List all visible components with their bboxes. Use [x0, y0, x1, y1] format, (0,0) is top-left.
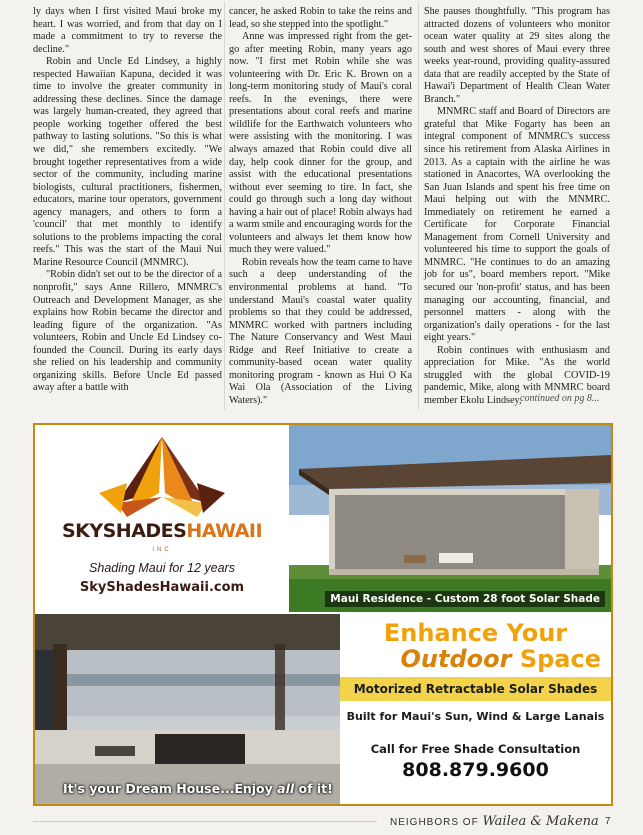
caption-text-end: of it! [294, 781, 333, 796]
house-image [289, 425, 611, 612]
product-band: Motorized Retractable Solar Shades [340, 677, 611, 701]
consultation-label: Call for Free Shade Consultation [370, 742, 581, 756]
magazine-name [390, 814, 599, 829]
article-paragraph: Robin reveals how the team came to have such a deep understanding of the environmental problems at hand. "To understand Maui's coastal water quality problems so that they could be addressed, MNMRC worked with partners including The Nature Conservancy and West Maui Ridge and Reef Initiative to create a community-based ocean water quality monitoring program - known as Hui O Ka Wai Ola (Association of the Living Waters)." [229, 256, 413, 406]
brand-inc: INC [152, 547, 172, 553]
magazine-script: Wailea & Makena [482, 814, 599, 829]
brand-block [35, 425, 289, 612]
column-divider [224, 2, 225, 410]
headline-rest: Space [511, 645, 601, 673]
dream-house-caption [63, 781, 333, 796]
lanai-image [35, 614, 340, 804]
dream-house-photo [35, 614, 340, 804]
page-number: 7 [605, 816, 611, 827]
continued-note: continued on pg 8... [520, 393, 600, 404]
brand-tagline: Shading Maui for 12 years [89, 561, 235, 575]
headline-line-1: Enhance Your [383, 619, 568, 647]
article-paragraph: MNMRC staff and Board of Directors are grateful that Mike Fogarty has been an integral component of MNMRC's success since his retirement from Alaska Airlines in 2013. As a captain with the airline he was stationed in Anacortes, WA overlooking the San Juan Islands and spent his free time on Maui helping out with the MNMRC. Immediately on retirement he earned a Certificate for Corporate Financial Management from Cornell University and volunteered his time to support the goals of MNMRC. "He continues to do an amazing job for us", board members report. "Mike secured our 'non-profit' status, and has been managing our accounting, financial, and personnel matters - along with the organization's daily operations - for the last eight years." [424, 106, 610, 344]
caption-text: It's your Dream House...Enjoy [63, 781, 278, 796]
article-paragraph: cancer, he asked Robin to take the reins and lead, so she stepped into the spotlight." [229, 6, 412, 30]
article-paragraph: "Robin didn't set out to be the director of a nonprofit," says Anne Rillero, MNMRC's Outreach and Development Manager, as she explains how Robin became the director and leading figure of the organization. "As volunteers, Robin and Uncle Ed Lindsey co-founded the Council. During its early days she relied on his leadership and community organizing skills. Before Uncle Ed passed away after a battle with [33, 269, 222, 394]
article-paragraph: ly days when I first visited Maui broke my heart. I was worried, and from that day on I made a commitment to try to reverse the decline." [33, 6, 222, 55]
phone-number[interactable]: 808.879.9600 [402, 759, 549, 781]
brand-name-accent: HAWAII [186, 520, 263, 542]
ad-headline [340, 620, 611, 672]
article-paragraph: Anne was impressed right from the get-go after meeting Robin, many years ago now. "I first met Robin while she was volunteering with Dr. Eric K. Brown on a long-term monitoring study of Maui's coral reefs. In the evenings, there were presentations about coral reefs and marine wildlife for the Earthwatch volunteers who were assisting with the monitoring. I was always amazed that Robin could dive all day, help cook dinner for the group, and assist with the educational presentations without ever seeming to tire. In fact, she could go through such a long day without having a hair out of place! Robin always had a warm smile and encouraging words for the volunteers and always let them know how much they were valued." [229, 31, 412, 256]
sail-logo-icon [97, 433, 227, 519]
caption-emphasis: all [277, 781, 295, 796]
headline-line-2 [340, 646, 611, 672]
headline-emphasis: Outdoor [400, 645, 512, 673]
article-paragraph: Robin continues with enthusiasm and appreciation for Mike. "As the world struggled with the global COVID-19 pandemic, Mike, along with MNMRC board member Ekolu Lindsey, [424, 344, 610, 406]
article-paragraph: She pauses thoughtfully. "This program has attracted dozens of volunteers who monitor ocean water quality at 29 sites along the south and west shores of Maui every three weeks year-round, providing quality-assured data that are readily accepted by the State of Hawai'i Department of Health Clean Water Branch." [424, 6, 610, 105]
article-column-2 [229, 6, 412, 408]
article-column-3 [424, 6, 610, 408]
brand-website[interactable]: SkyShadesHawaii.com [79, 580, 245, 595]
footer-rule [33, 821, 377, 822]
article-column-1 [33, 6, 222, 395]
brand-name-dark: SKYSHADES [61, 520, 187, 542]
article-paragraph: Robin and Uncle Ed Lindsey, a highly respected Hawaiian Kapuna, decided it was time to involve the greater community in addressing these declines. Since the damage was largely human-created, they agreed that people working together offered the best pathway to lasting solutions. "So this is what we did," she remembers excitedly. "We brought together representatives from a wide sector of the community, including marine biologists, cultural practitioners, fishermen, educators, marine tour operators, government agency managers, and others to form a 'council' that met monthly to identify solutions to the problems impacting the coral reefs." This was the start of the Maui Nui Marine Resource Council (MNMRC). [33, 56, 222, 268]
magazine-prefix: NEIGHBORS OF [390, 817, 483, 828]
residence-caption: Maui Residence - Custom 28 foot Solar Shade [325, 591, 605, 607]
product-subtitle: Built for Maui's Sun, Wind & Large Lanais [346, 710, 605, 723]
column-divider [418, 2, 419, 410]
call-to-action [340, 614, 611, 804]
page-footer [0, 812, 643, 832]
brand-name [35, 520, 289, 542]
skyshades-advertisement [33, 423, 613, 806]
residence-photo [289, 425, 611, 612]
